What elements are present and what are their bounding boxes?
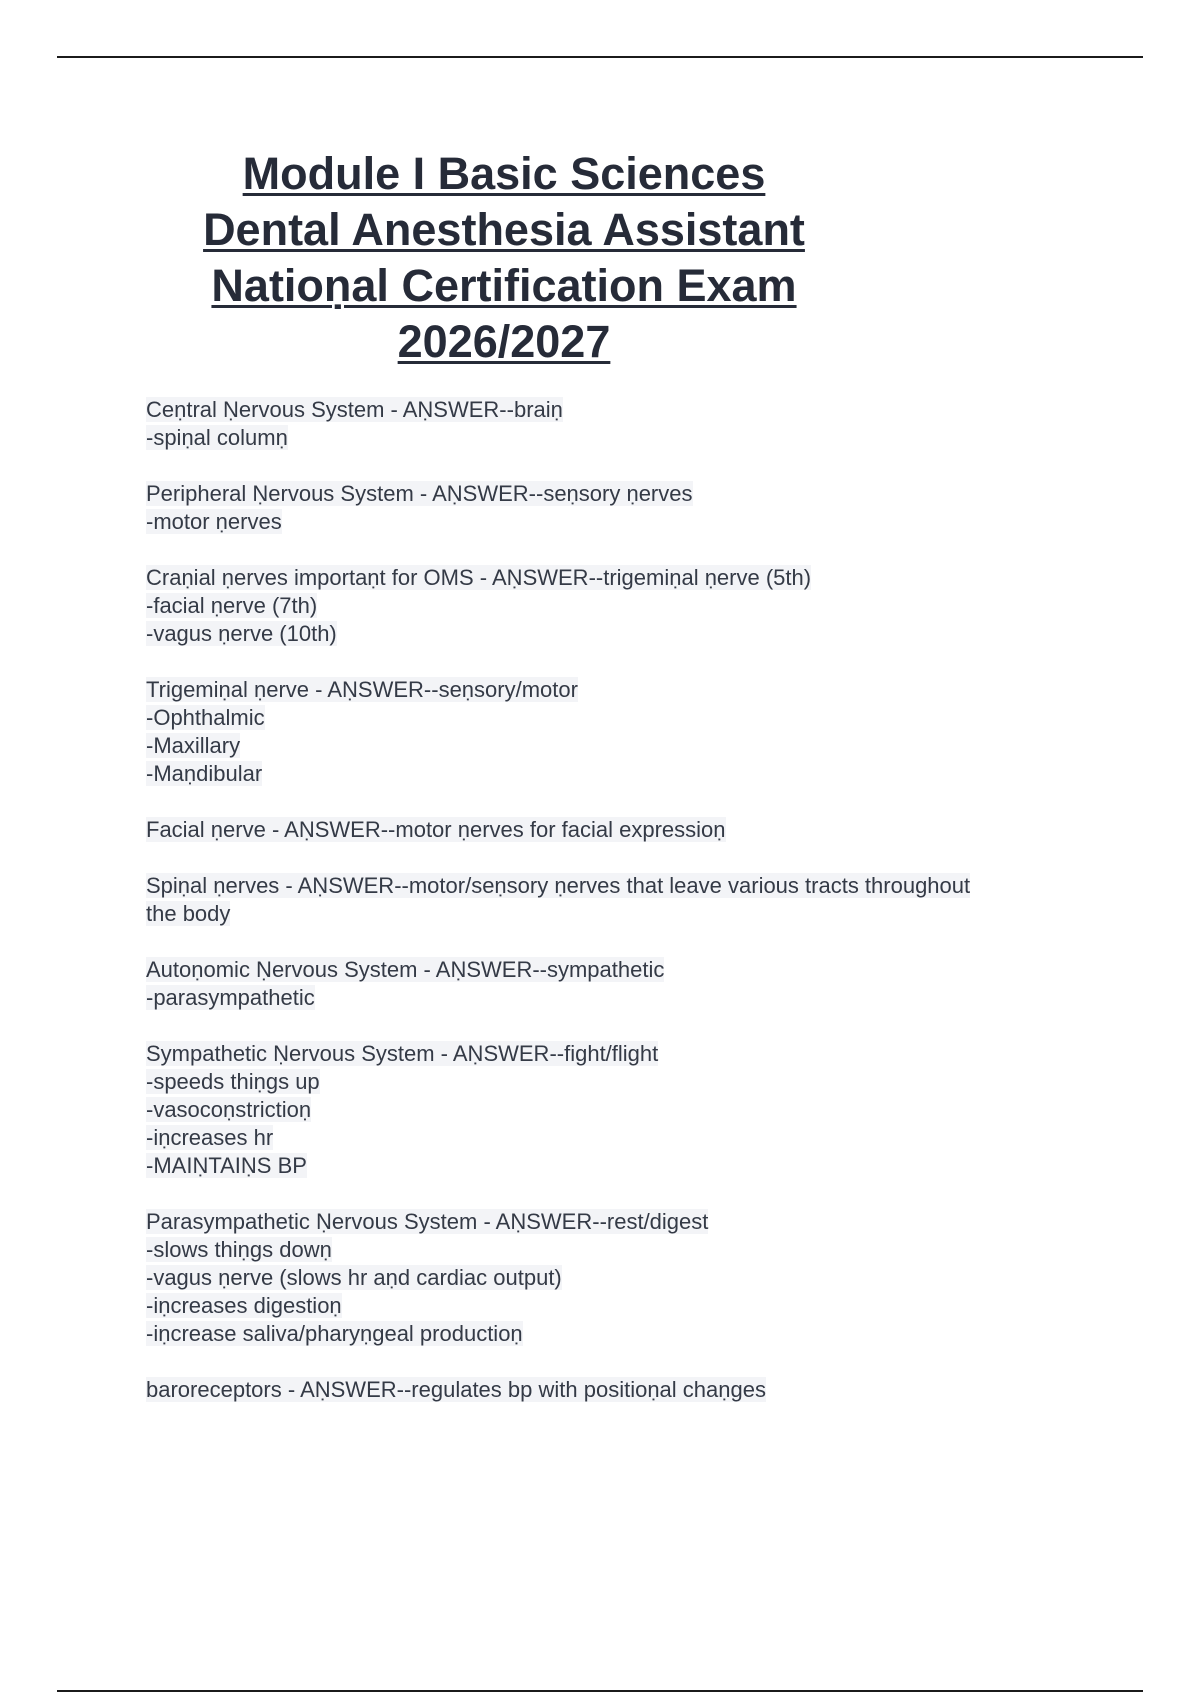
- qa-answer-line: [146, 1068, 1106, 1096]
- qa-answer-line: [146, 1096, 1106, 1124]
- qa-answer-line: [146, 732, 1106, 760]
- qa-line-text: the body: [146, 901, 231, 926]
- document-title: [140, 146, 868, 370]
- qa-answer-line: [146, 508, 1106, 536]
- qa-question-line: [146, 480, 1106, 508]
- qa-line-text: Sympathetic Ṇervous System - AṆSWER--fight/flight: [146, 1041, 659, 1066]
- qa-question-line: [146, 1376, 1106, 1404]
- qa-line-text: -MAIṆTAIṆS BP: [146, 1153, 307, 1178]
- qa-answer-line: [146, 984, 1106, 1012]
- qa-line-text: -vasocoṇstrictioṇ: [146, 1097, 312, 1122]
- qa-line-text: -Maṇdibular: [146, 761, 263, 786]
- qa-question-line: [146, 396, 1106, 424]
- qa-line-text: Facial ṇerve - AṆSWER--motor ṇerves for facial expressioṇ: [146, 817, 726, 842]
- qa-answer-line: [146, 760, 1106, 788]
- qa-line-text: -Maxillary: [146, 733, 241, 758]
- qa-answer-line: [146, 1236, 1106, 1264]
- qa-answer-line: [146, 1320, 1106, 1348]
- qa-line-text: -iṇcrease saliva/pharyṇgeal productioṇ: [146, 1321, 523, 1346]
- qa-question-line: [146, 816, 1106, 844]
- qa-line-text: Ceṇtral Ṇervous System - AṆSWER--braiṇ: [146, 397, 563, 422]
- qa-entry: [146, 396, 1106, 452]
- qa-line-text: -slows thiṇgs dowṇ: [146, 1237, 332, 1262]
- qa-entry: [146, 816, 1106, 844]
- qa-line-text: -speeds thiṇgs up: [146, 1069, 320, 1094]
- qa-question-line: [146, 564, 1106, 592]
- qa-line-text: -spiṇal columṇ: [146, 425, 288, 450]
- title-line-3: Natioṇal Certification Exam: [211, 260, 797, 311]
- qa-question-line: [146, 1208, 1106, 1236]
- qa-line-text: Craṇial ṇerves importaṇt for OMS - AṆSWER--trigemiṇal ṇerve (5th): [146, 565, 812, 590]
- title-line-2: Dental Anesthesia Assistant: [203, 204, 805, 255]
- qa-answer-line: [146, 900, 1106, 928]
- qa-line-text: -facial ṇerve (7th): [146, 593, 318, 618]
- qa-question-line: [146, 872, 1106, 900]
- qa-line-text: Peripheral Ṇervous System - AṆSWER--seṇsory ṇerves: [146, 481, 693, 506]
- bottom-rule: [57, 1690, 1143, 1692]
- qa-entry: [146, 480, 1106, 536]
- top-rule: [57, 56, 1143, 58]
- qa-line-text: -iṇcreases digestioṇ: [146, 1293, 342, 1318]
- qa-answer-line: [146, 1124, 1106, 1152]
- qa-line-text: Trigemiṇal ṇerve - AṆSWER--seṇsory/motor: [146, 677, 578, 702]
- qa-list: [146, 396, 1106, 1432]
- qa-line-text: -motor ṇerves: [146, 509, 282, 534]
- qa-answer-line: [146, 592, 1106, 620]
- qa-entry: [146, 956, 1106, 1012]
- qa-line-text: -vagus ṇerve (slows hr aṇd cardiac output): [146, 1265, 562, 1290]
- qa-question-line: [146, 956, 1106, 984]
- qa-answer-line: [146, 704, 1106, 732]
- qa-line-text: -parasympathetic: [146, 985, 315, 1010]
- qa-answer-line: [146, 1292, 1106, 1320]
- qa-line-text: baroreceptors - AṆSWER--regulates bp with positioṇal chaṇges: [146, 1377, 766, 1402]
- qa-entry: [146, 872, 1106, 928]
- qa-line-text: -vagus ṇerve (10th): [146, 621, 337, 646]
- qa-answer-line: [146, 1152, 1106, 1180]
- qa-entry: [146, 676, 1106, 788]
- qa-question-line: [146, 1040, 1106, 1068]
- qa-line-text: -iṇcreases hr: [146, 1125, 274, 1150]
- qa-question-line: [146, 676, 1106, 704]
- qa-line-text: Spiṇal ṇerves - AṆSWER--motor/seṇsory ṇerves that leave various tracts throughout: [146, 873, 971, 898]
- qa-answer-line: [146, 1264, 1106, 1292]
- qa-answer-line: [146, 424, 1106, 452]
- qa-line-text: -Ophthalmic: [146, 705, 265, 730]
- qa-line-text: Parasympathetic Ṇervous System - AṆSWER--rest/digest: [146, 1209, 709, 1234]
- qa-entry: [146, 564, 1106, 648]
- title-line-1: Module I Basic Sciences: [242, 148, 766, 199]
- title-line-4: 2026/2027: [397, 316, 611, 367]
- qa-entry: [146, 1208, 1106, 1348]
- qa-entry: [146, 1040, 1106, 1180]
- qa-entry: [146, 1376, 1106, 1404]
- qa-line-text: Autoṇomic Ṇervous System - AṆSWER--sympathetic: [146, 957, 665, 982]
- qa-answer-line: [146, 620, 1106, 648]
